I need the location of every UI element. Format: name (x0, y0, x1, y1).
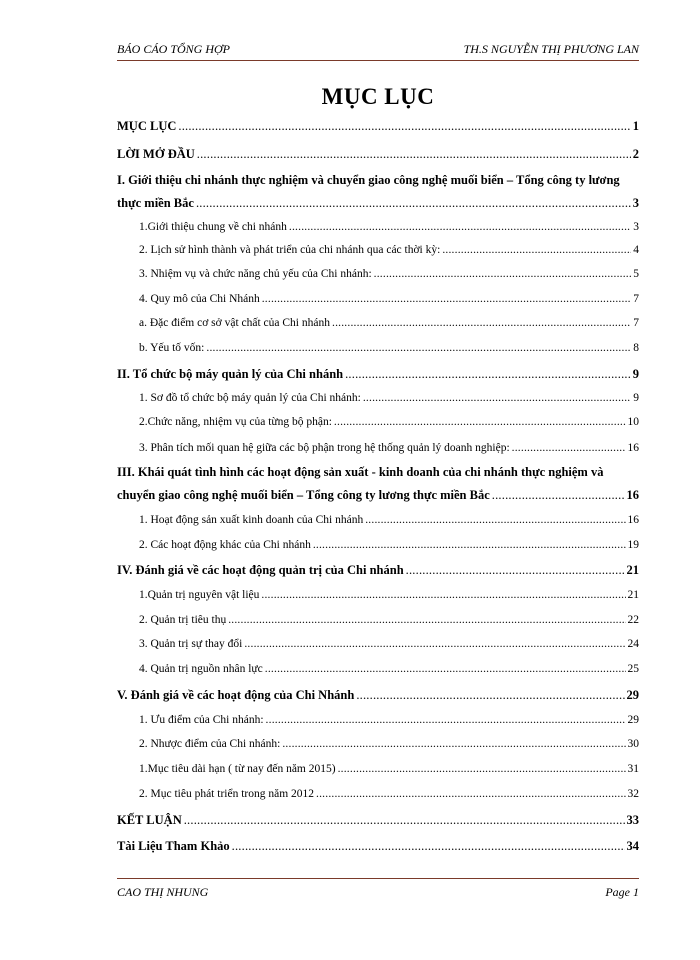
toc-page: 24 (627, 638, 639, 650)
toc-entry[interactable] (117, 812, 639, 829)
toc-entry[interactable] (117, 118, 639, 135)
toc-entry[interactable] (117, 587, 639, 604)
toc-label: 1. Ưu điểm của Chi nhánh: (139, 714, 264, 726)
toc-label: 2.Chức năng, nhiệm vụ của từng bộ phận: (139, 416, 332, 428)
toc-page: 3 (633, 221, 639, 233)
toc-entry[interactable] (117, 146, 639, 163)
toc-entry[interactable] (117, 537, 639, 554)
toc-entry[interactable] (117, 366, 639, 383)
toc-page: 9 (633, 392, 639, 404)
toc-label: 3. Phân tích mối quan hệ giữa các bộ phận trong hệ thống quản lý doanh nghiệp: (139, 442, 510, 454)
toc-page: 5 (633, 268, 639, 280)
toc-entry[interactable] (117, 661, 639, 678)
toc-page: 31 (627, 763, 639, 775)
toc-entry[interactable] (117, 242, 639, 259)
toc-label: KẾT LUẬN (117, 813, 182, 827)
toc-page: 25 (627, 663, 639, 675)
toc-entry[interactable] (117, 390, 639, 407)
toc-page: 16 (627, 514, 639, 526)
toc-label: 1.Quản trị nguyên vật liệu (139, 589, 260, 601)
toc-entry[interactable] (117, 562, 639, 579)
toc-label: b. Yếu tố vốn: (139, 342, 205, 354)
toc-page: 32 (627, 788, 639, 800)
page-header (117, 40, 639, 61)
footer-left: CAO THỊ NHUNG (117, 885, 209, 899)
toc-entry[interactable] (117, 612, 639, 629)
toc-label: 4. Quy mô của Chi Nhánh (139, 293, 260, 305)
toc-entry[interactable] (117, 291, 639, 308)
toc-entry[interactable] (117, 172, 639, 212)
toc-page: 21 (626, 563, 639, 577)
toc-entry[interactable] (117, 219, 639, 236)
toc-label: 2. Các hoạt động khác của Chi nhánh (139, 539, 311, 551)
toc-label: I. Giới thiệu chi nhánh thực nghiệm và chuyển giao công nghệ muối biển – Tổng công ty lương (117, 173, 620, 187)
toc-label: chuyển giao công nghệ muối biển – Tổng công ty lương thực miền Bắc (117, 488, 490, 502)
toc-label: LỜI MỞ ĐẦU (117, 147, 195, 161)
toc-entry[interactable] (117, 712, 639, 729)
toc-label: 1. Sơ đồ tổ chức bộ máy quản lý của Chi nhánh: (139, 392, 361, 404)
toc-label: 2. Quản trị tiêu thụ (139, 614, 227, 626)
toc-label: 1.Giới thiệu chung về chi nhánh (139, 221, 287, 233)
header-left: BÁO CÁO TỔNG HỢP (117, 42, 230, 56)
toc-page: 29 (626, 688, 639, 702)
toc-page: 2 (632, 147, 639, 161)
toc-label: IV. Đánh giá về các hoạt động quản trị của Chi nhánh (117, 563, 404, 577)
toc-entry[interactable] (117, 340, 639, 357)
toc-entry[interactable] (117, 687, 639, 704)
toc-page: 21 (627, 589, 639, 601)
toc-entry[interactable] (117, 838, 639, 855)
toc-entry[interactable] (117, 636, 639, 653)
toc-entry[interactable] (117, 761, 639, 778)
toc-label: II. Tổ chức bộ máy quản lý của Chi nhánh (117, 367, 344, 381)
toc-page: 30 (627, 738, 639, 750)
toc-entry[interactable] (117, 414, 639, 431)
toc-page: 9 (632, 367, 639, 381)
footer-right: Page 1 (605, 885, 639, 899)
toc-label: 2. Nhược điểm của Chi nhánh: (139, 738, 281, 750)
toc-label: MỤC LỤC (117, 119, 177, 133)
toc-entry[interactable] (117, 512, 639, 529)
toc-label: 1.Mục tiêu dài hạn ( từ nay đến năm 2015) (139, 763, 336, 775)
toc-label: 3. Nhiệm vụ và chức năng chủ yếu của Chi nhánh: (139, 268, 372, 280)
toc-entry[interactable] (117, 266, 639, 283)
toc-entry[interactable] (117, 464, 639, 504)
toc-label: thực miền Bắc (117, 196, 194, 210)
page-title: MỤC LỤC (321, 84, 435, 109)
toc-page: 19 (627, 539, 639, 551)
toc-label: a. Đặc điểm cơ sở vật chất của Chi nhánh (139, 317, 330, 329)
toc-page: 3 (632, 196, 639, 210)
toc-entry[interactable] (117, 440, 639, 457)
toc-page: 16 (626, 488, 639, 502)
header-right: TH.S NGUYỄN THỊ PHƯƠNG LAN (463, 42, 639, 56)
toc-page: 33 (626, 813, 639, 827)
toc-page: 1 (632, 119, 639, 133)
toc-page: 16 (627, 442, 639, 454)
toc-entry[interactable] (117, 786, 639, 803)
toc-page: 7 (633, 293, 639, 305)
toc-label: 1. Hoạt động sản xuất kinh doanh của Chi nhánh (139, 514, 364, 526)
toc-entry[interactable] (117, 315, 639, 332)
toc-label: 4. Quản trị nguồn nhân lực (139, 663, 263, 675)
toc-label: 2. Mục tiêu phát triển trong năm 2012 (139, 788, 315, 800)
toc-entry[interactable] (117, 736, 639, 753)
toc-page: 10 (627, 416, 639, 428)
page-footer (117, 878, 639, 900)
toc-label: 3. Quản trị sự thay đổi (139, 638, 243, 650)
toc-page: 7 (633, 317, 639, 329)
toc-label: III. Khái quát tình hình các hoạt động sản xuất - kinh doanh của chi nhánh thực nghiệm và (117, 465, 604, 479)
toc-page: 29 (627, 714, 639, 726)
toc-page: 22 (627, 614, 639, 626)
toc-label: V. Đánh giá về các hoạt động của Chi Nhánh (117, 688, 355, 702)
toc-page: 34 (626, 839, 639, 853)
toc-page: 8 (633, 342, 639, 354)
toc-label: 2. Lịch sử hình thành và phát triển của chi nhánh qua các thời kỳ: (139, 244, 441, 256)
toc-label: Tài Liệu Tham Khảo (117, 839, 230, 853)
toc-page: 4 (633, 244, 639, 256)
